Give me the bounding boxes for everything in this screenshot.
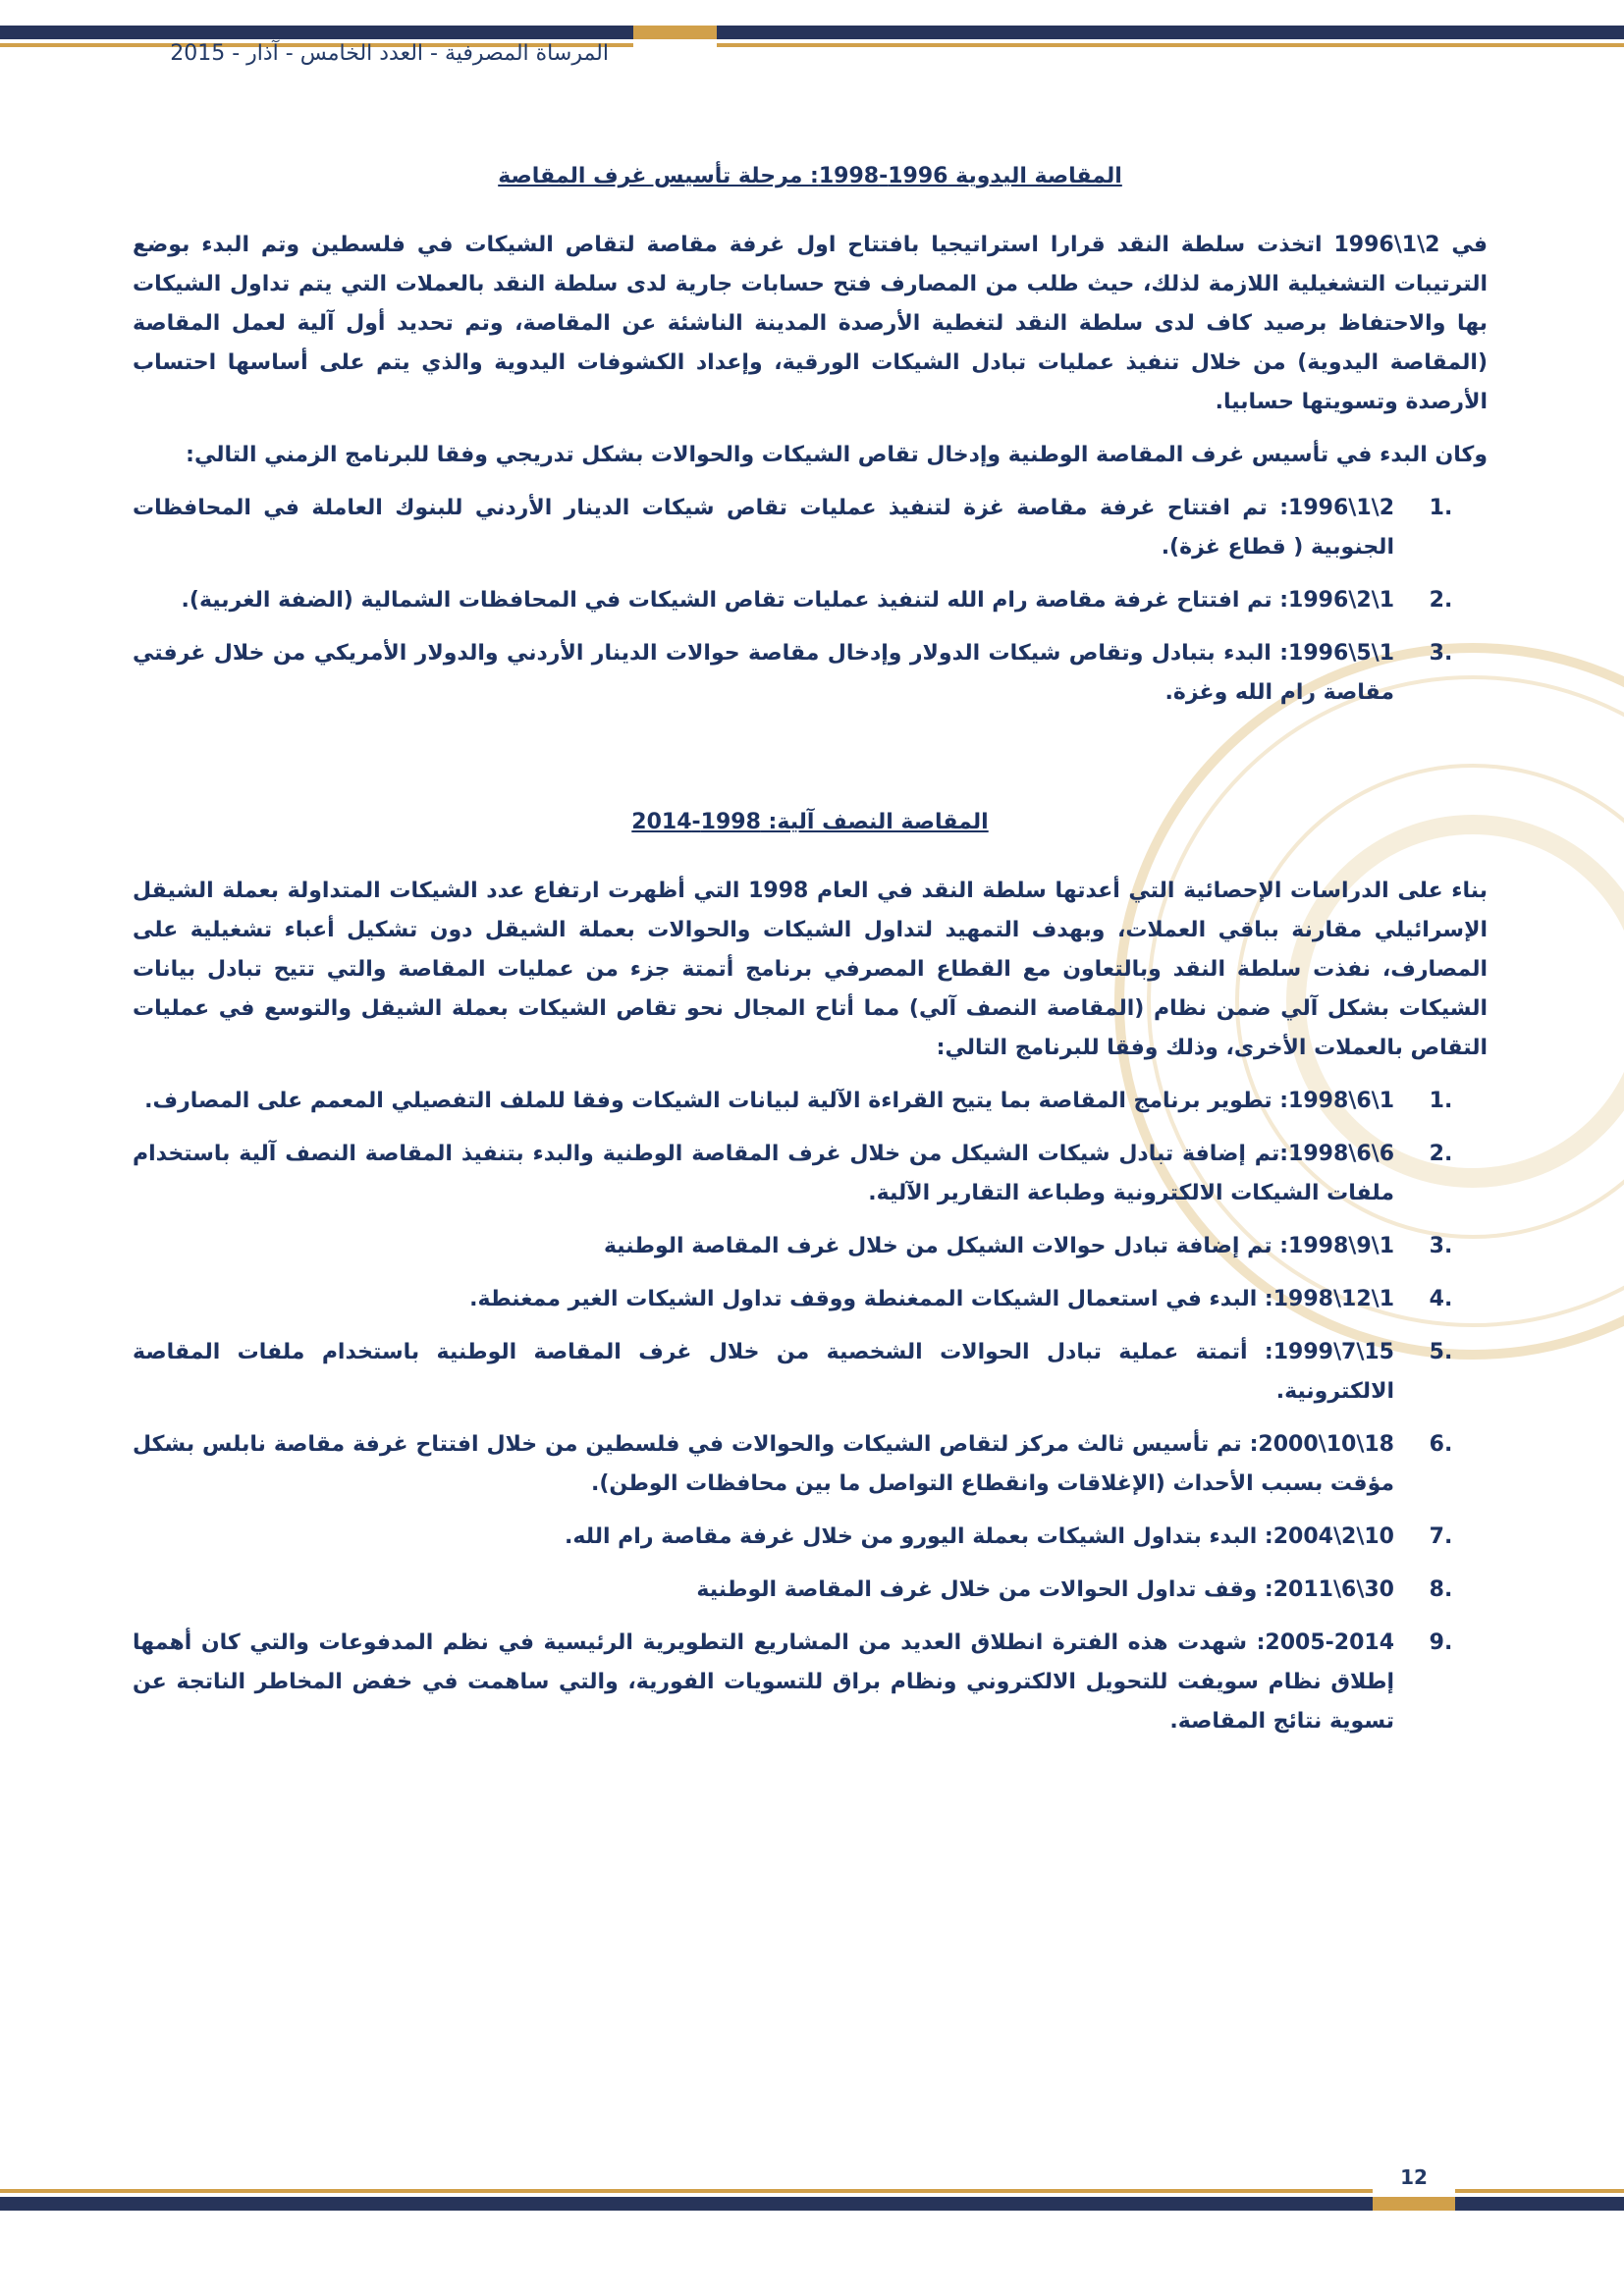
list-item [133,1333,1488,1412]
list-item [133,581,1488,620]
paragraph: بناء على الدراسات الإحصائية التي أعدتها سلطة النقد في العام 1998 التي أظهرت ارتفاع عدد الشيكات المتداولة بعملة الشيقل الإسرائيلي مقارنة بباقي العملات، وبهدف التمهيد لتداول الشيكات والحوالات بعملة الشيقل دون تشكيل أعباء تشغيلية على المصارف، نفذت سلطة النقد وبالتعاون مع القطاع المصرفي برنامج أتمتة جزء من عمليات المقاصة والتي تتيح تبادل بيانات الشيكات بشكل آلي ضمن نظام (المقاصة النصف آلي) مما أتاح المجال نحو تقاص الشيكات بعملة الشيقل والتوسع في عمليات التقاص بالعملات الأخرى، وذلك وفقا للبرنامج التالي: [133,879,1489,1060]
article-body [133,157,1488,1755]
list-item [133,1425,1488,1504]
list-text: 2005-2014: شهدت هذه الفترة انطلاق العديد من المشاريع التطويرية الرئيسية في نظم المدفوعات والتي كان أهمها إطلاق نظام سويفت للتحويل الالكتروني ونظام براق للتسويات الفورية، والتي ساهمت في خفض المخاطر الناتجة عن تسوية نتائج المقاصة. [133,1630,1394,1734]
list-number: 6. [1429,1432,1453,1457]
list-number: 2. [1429,588,1453,613]
list-item [133,1518,1488,1557]
header-band [0,26,1624,39]
list-item [133,1227,1488,1266]
list-item [133,1135,1488,1213]
list-text: 15\7\1999: أتمتة عملية تبادل الحوالات الشخصية من خلال غرف المقاصة الوطنية باستخدام ملفات المقاصة الالكترونية. [133,1340,1394,1404]
list-item [133,634,1488,713]
footer-band-navy-left [0,2197,1373,2211]
list-text: 1\5\1996: البدء بتبادل وتقاص شيكات الدولار وإدخال مقاصة حوالات الدينار الأردني والدولار الأمريكي من خلال غرفتي مقاصة رام الله وغزة. [133,641,1394,705]
paragraph: في 2\1\1996 اتخذت سلطة النقد قرارا استراتيجيا بافتتاح اول غرفة مقاصة لتقاص الشيكات في فلسطين وتم البدء بوضع الترتيبات التشغيلية اللازمة لذلك، حيث طلب من المصارف فتح حسابات جارية لدى سلطة النقد بالعملات التي يتم تداول الشيكات بها والاحتفاظ برصيد كاف لدى سلطة النقد لتغطية الأرصدة المدينة الناشئة عن المقاصة، وتم تحديد أول آلية لعمل المقاصة (المقاصة اليدوية) من خلال تنفيذ عمليات تبادل الشيكات الورقية، وإعداد الكشوفات اليدوية والذي يتم على أساسها احتساب الأرصدة وتسويتها حسابيا. [133,233,1488,414]
header-band-navy-left [0,26,633,39]
list-text: 6\6\1998:تم إضافة تبادل شيكات الشيكل من خلال غرف المقاصة الوطنية والبدء بتنفيذ المقاصة النصف آلية باستخدام ملفات الشيكات الالكترونية وطباعة التقارير الآلية. [133,1142,1394,1205]
list-text: 10\2\2004: البدء بتداول الشيكات بعملة اليورو من خلال غرفة مقاصة رام الله. [565,1524,1394,1549]
list-number: 3. [1429,641,1453,666]
section-spacer [133,726,1488,803]
list-text: 1\9\1998: تم إضافة تبادل حوالات الشيكل من خلال غرف المقاصة الوطنية [603,1234,1394,1258]
list-number: 5. [1429,1340,1453,1364]
paragraph: وكان البدء في تأسيس غرف المقاصة الوطنية وإدخال تقاص الشيكات والحوالات بشكل تدريجي وفقا للبرنامج الزمني التالي: [186,443,1488,467]
list-number: 4. [1429,1287,1453,1311]
header-band-gold [633,26,717,39]
list-text: 2\1\1996: تم افتتاح غرفة مقاصة غزة لتنفيذ عمليات تقاص شيكات الدينار الأردني للبنوك العاملة في المحافظات الجنوبية ( قطاع غزة). [133,496,1394,560]
list-text: 1\12\1998: البدء في استعمال الشيكات الممغنطة ووقف تداول الشيكات الغير ممغنطة. [469,1287,1394,1311]
header-rule-gold-right [717,43,1624,47]
list-item [133,489,1488,567]
list-text: 1\6\1998: تطوير برنامج المقاصة بما يتيح القراءة الآلية لبيانات الشيكات وفقا للملف التفصيلي المعمم على المصارف. [144,1089,1394,1113]
footer-band-navy-right [1455,2197,1624,2211]
timeline-list [133,489,1488,713]
footer-rule-gold-left [0,2189,1373,2193]
timeline-list [133,1082,1488,1741]
list-item [133,1082,1488,1121]
list-item [133,1624,1488,1741]
list-number: 9. [1429,1630,1453,1655]
list-number: 3. [1429,1234,1453,1258]
footer-band-gold [1373,2197,1455,2211]
running-title: المرساة المصرفية - العدد الخامس - آذار - 2015 [170,41,609,66]
footer-rule-gold-right [1455,2189,1624,2193]
list-text: 1\2\1996: تم افتتاح غرفة مقاصة رام الله لتنفيذ عمليات تقاص الشيكات في المحافظات الشمالية (الضفة الغربية). [181,588,1394,613]
list-item [133,1571,1488,1610]
list-number: 1. [1429,496,1453,520]
list-text: 30\6\2011: وقف تداول الحوالات من خلال غرف المقاصة الوطنية [696,1577,1394,1602]
page-number: 12 [1400,2165,1428,2189]
header-band-navy-right [717,26,1624,39]
list-number: 8. [1429,1577,1453,1602]
section-title-manual-clearing: المقاصة اليدوية 1996-1998: مرحلة تأسيس غرف المقاصة [498,164,1122,188]
footer-band [0,2197,1624,2211]
list-number: 2. [1429,1142,1453,1166]
section-title-semi-automated-clearing: المقاصة النصف آلية: 1998-2014 [631,810,989,834]
list-number: 7. [1429,1524,1453,1549]
list-number: 1. [1429,1089,1453,1113]
list-text: 18\10\2000: تم تأسيس ثالث مركز لتقاص الشيكات والحوالات في فلسطين من خلال افتتاح غرفة مقاصة نابلس بشكل مؤقت بسبب الأحداث (الإغلاقات وانقطاع التواصل ما بين محافظات الوطن). [133,1432,1394,1496]
list-item [133,1280,1488,1319]
